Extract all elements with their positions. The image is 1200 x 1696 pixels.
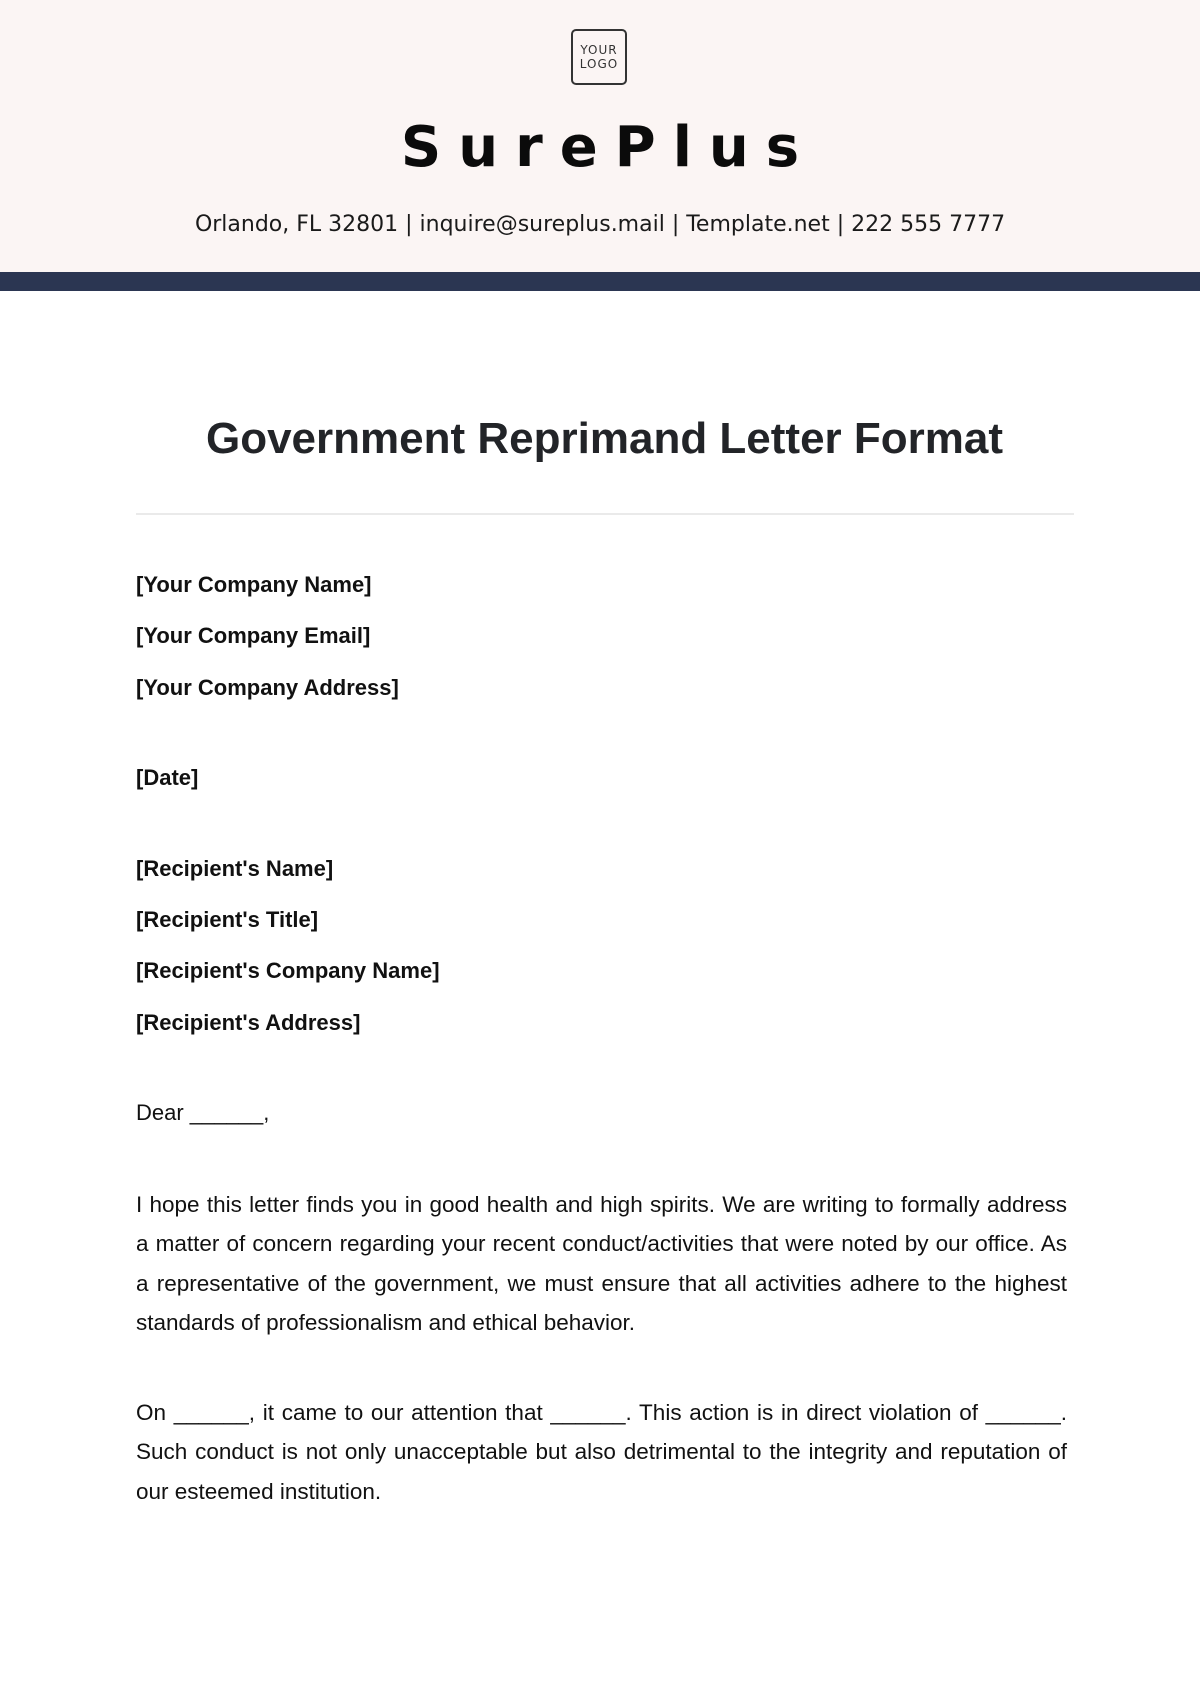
recipient-address: [Recipient's Address] (136, 1010, 361, 1035)
logo-text-line1: YOUR (580, 43, 618, 57)
salutation: Dear ______, (136, 1100, 270, 1125)
header-accent-band (0, 272, 1200, 291)
body-paragraph-1: I hope this letter finds you in good health and high spirits. We are writing to formally address a matter of concern regarding your recent conduct/activities that were noted by our office. As a representative of the government, we must ensure that all activities adhere to the highest standards of professionalism and ethical behavior. (136, 1192, 1067, 1335)
body-paragraph-2: On ______, it came to our attention that ______. This action is in direct violation of ______. Such conduct is not only unacceptable but also detrimental to the integrity and reputation of our esteemed institution. (136, 1400, 1067, 1504)
letterhead (0, 0, 1200, 272)
letter-date: [Date] (136, 765, 199, 790)
logo-placeholder (571, 29, 627, 85)
logo-text-line2: LOGO (579, 57, 619, 71)
document-title: Government Reprimand Letter Format (205, 414, 1004, 463)
recipient-company-name: [Recipient's Company Name] (136, 958, 440, 983)
title-divider (136, 513, 1074, 515)
sender-company-name: [Your Company Name] (136, 572, 372, 597)
recipient-title: [Recipient's Title] (136, 907, 319, 932)
recipient-name: [Recipient's Name] (136, 856, 334, 881)
sender-company-address: [Your Company Address] (136, 675, 399, 700)
company-brand-name: SurePlus (400, 115, 817, 180)
company-contact-line: Orlando, FL 32801 | inquire@sureplus.mail | Template.net | 222 555 7777 (194, 212, 1006, 237)
sender-company-email: [Your Company Email] (136, 623, 371, 648)
